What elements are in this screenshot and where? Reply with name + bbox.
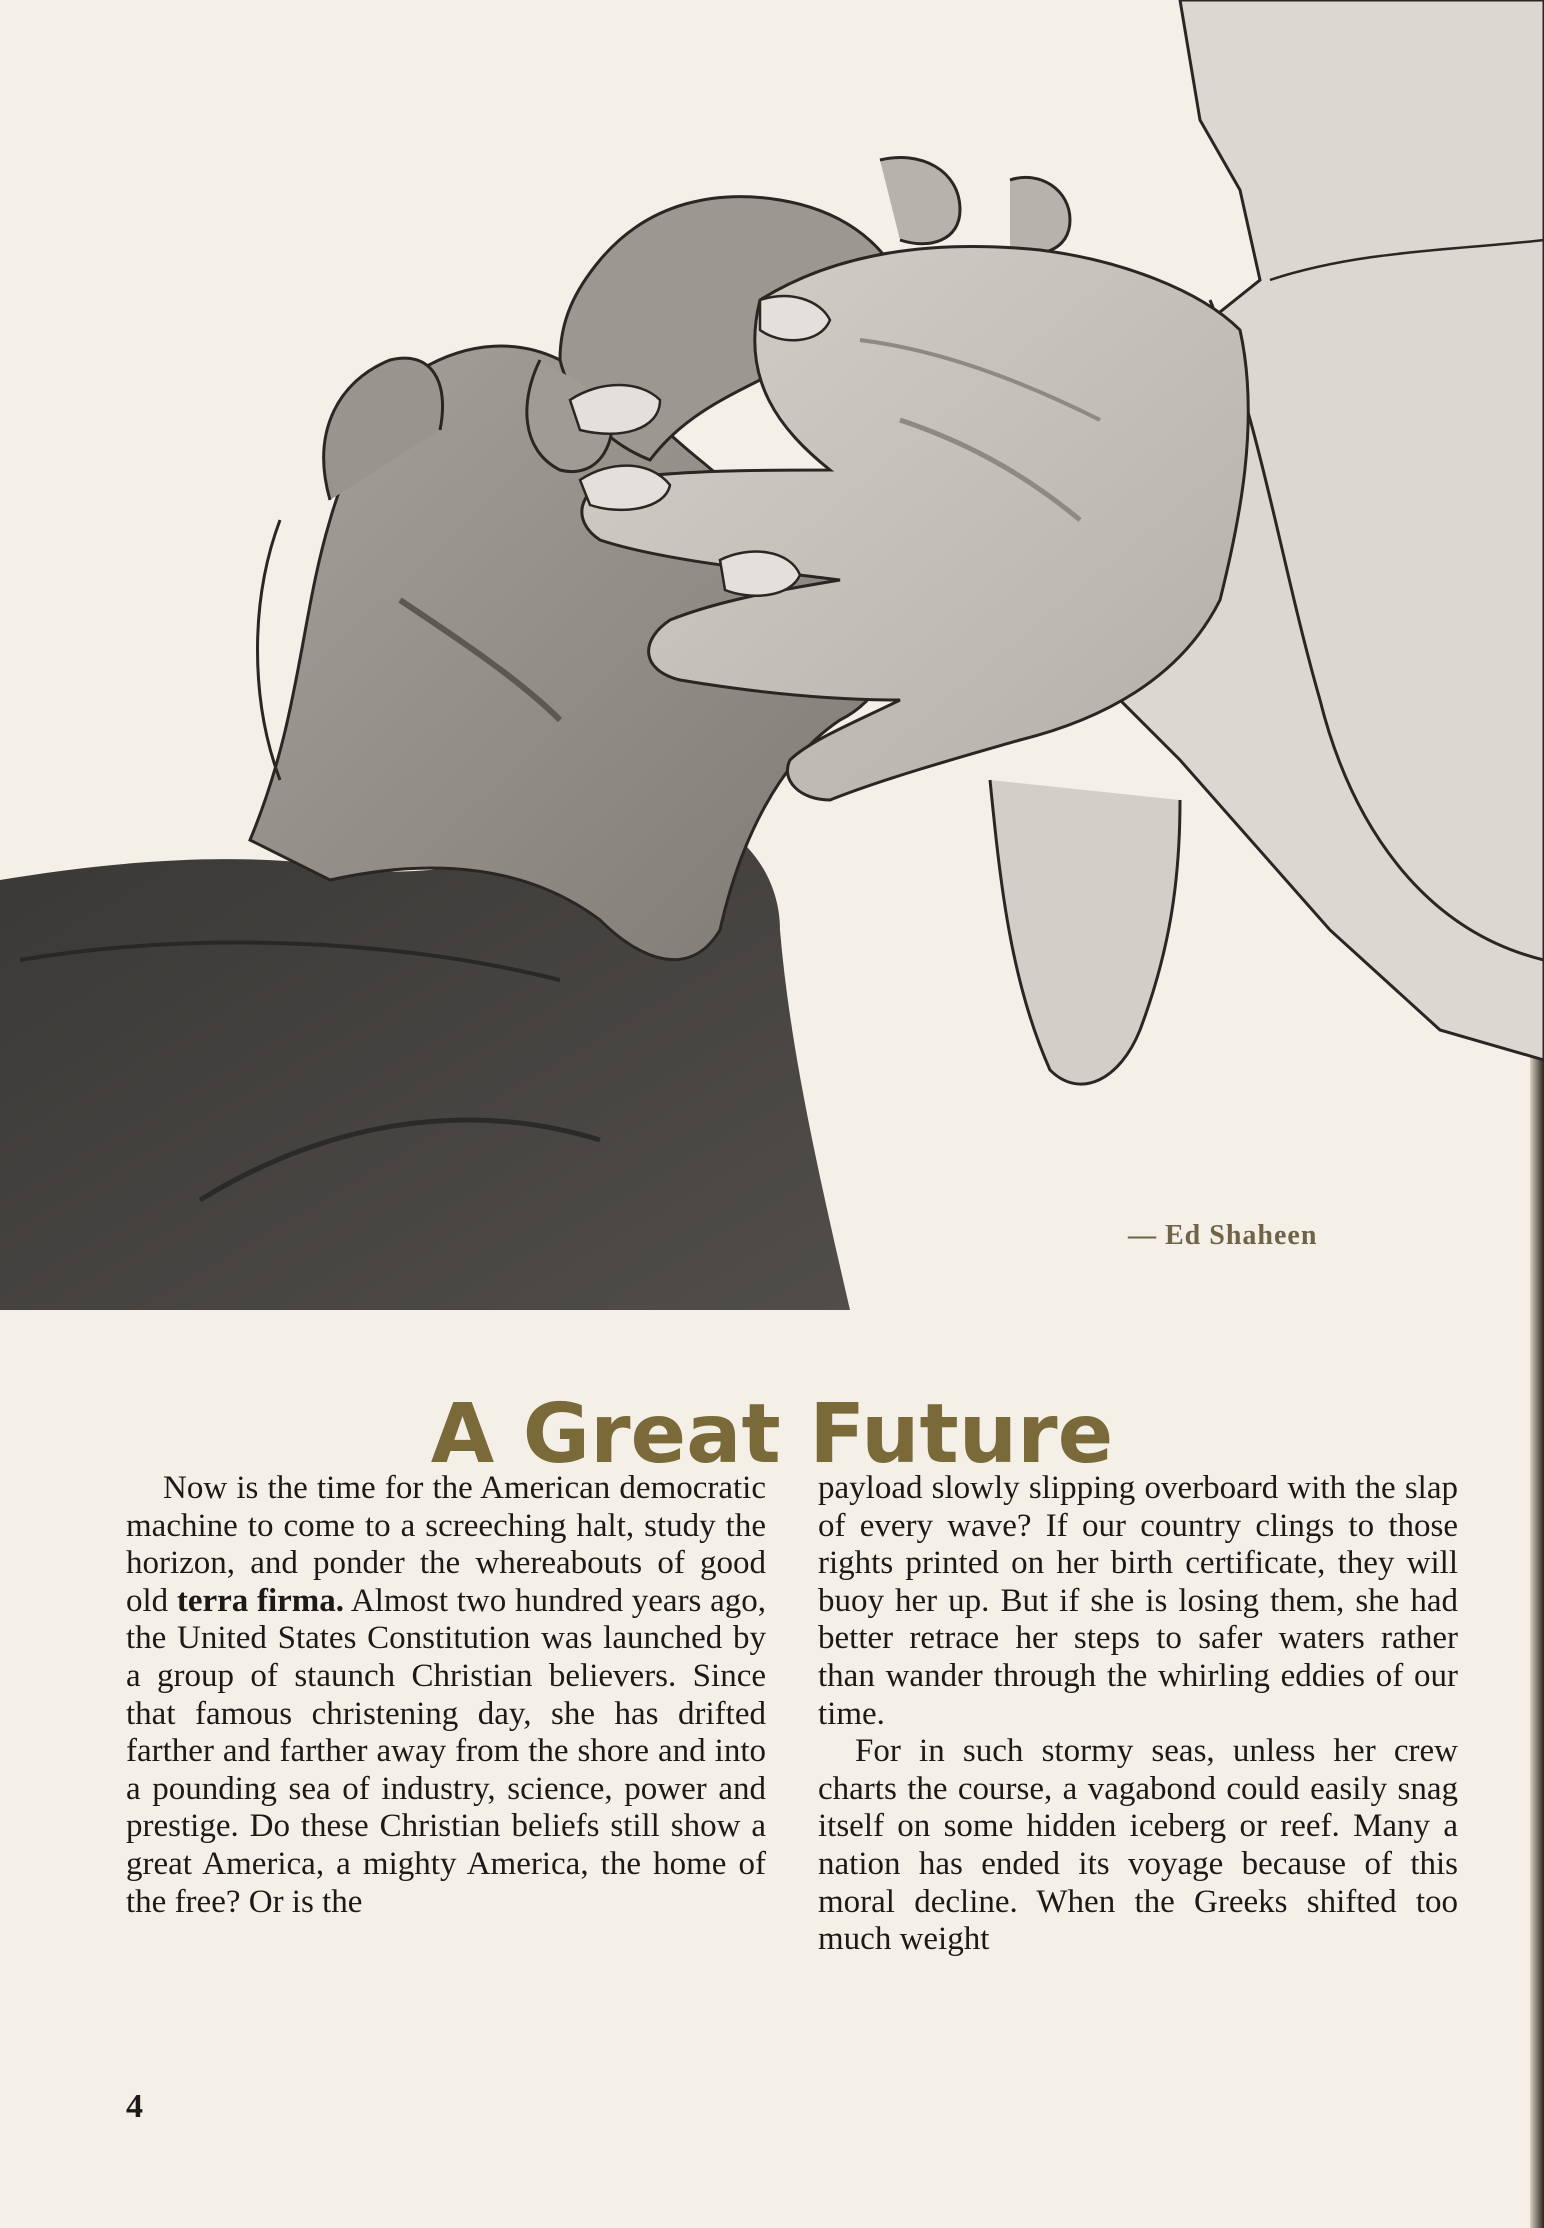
article-paragraph-2: For in such stormy seas, unless her crew charts the course, a vagabond could easily snag itself on some hidden iceberg or reef. Many a nation has ended its voyage because of this moral decline. When the Greeks shifted too much weight <box>818 1733 1458 1958</box>
article-column-right <box>818 1470 1458 1959</box>
page-number: 4 <box>126 2088 143 2125</box>
article-title: A Great Future <box>430 1386 1114 1482</box>
bold-phrase: terra firma. <box>176 1582 345 1619</box>
illustration-credit: — Ed Shaheen <box>1128 1220 1318 1251</box>
article-paragraph-1: Now is the time for the American democratic machine to come to a screeching halt, study the horizon, and ponder the whereabouts of good old terra firma. Almost two hundred years ago, the United States Constitution was launched by a group of staunch Christian believers. Since that famous christening day, she has drifted farther and farther away from the shore and into a pounding sea of industry, science, power and prestige. Do these Christian beliefs still show a great America, a mighty America, the home of the free? Or is the <box>126 1470 766 1920</box>
article-column-left <box>126 1470 766 1921</box>
article-paragraph-continued: payload slowly slipping overboard with the slap of every wave? If our country clings to those rights printed on her birth certificate, they will buoy her up. But if she is losing them, she had better retrace her steps to safer waters rather than wander through the whirling eddies of our time. <box>818 1470 1458 1732</box>
